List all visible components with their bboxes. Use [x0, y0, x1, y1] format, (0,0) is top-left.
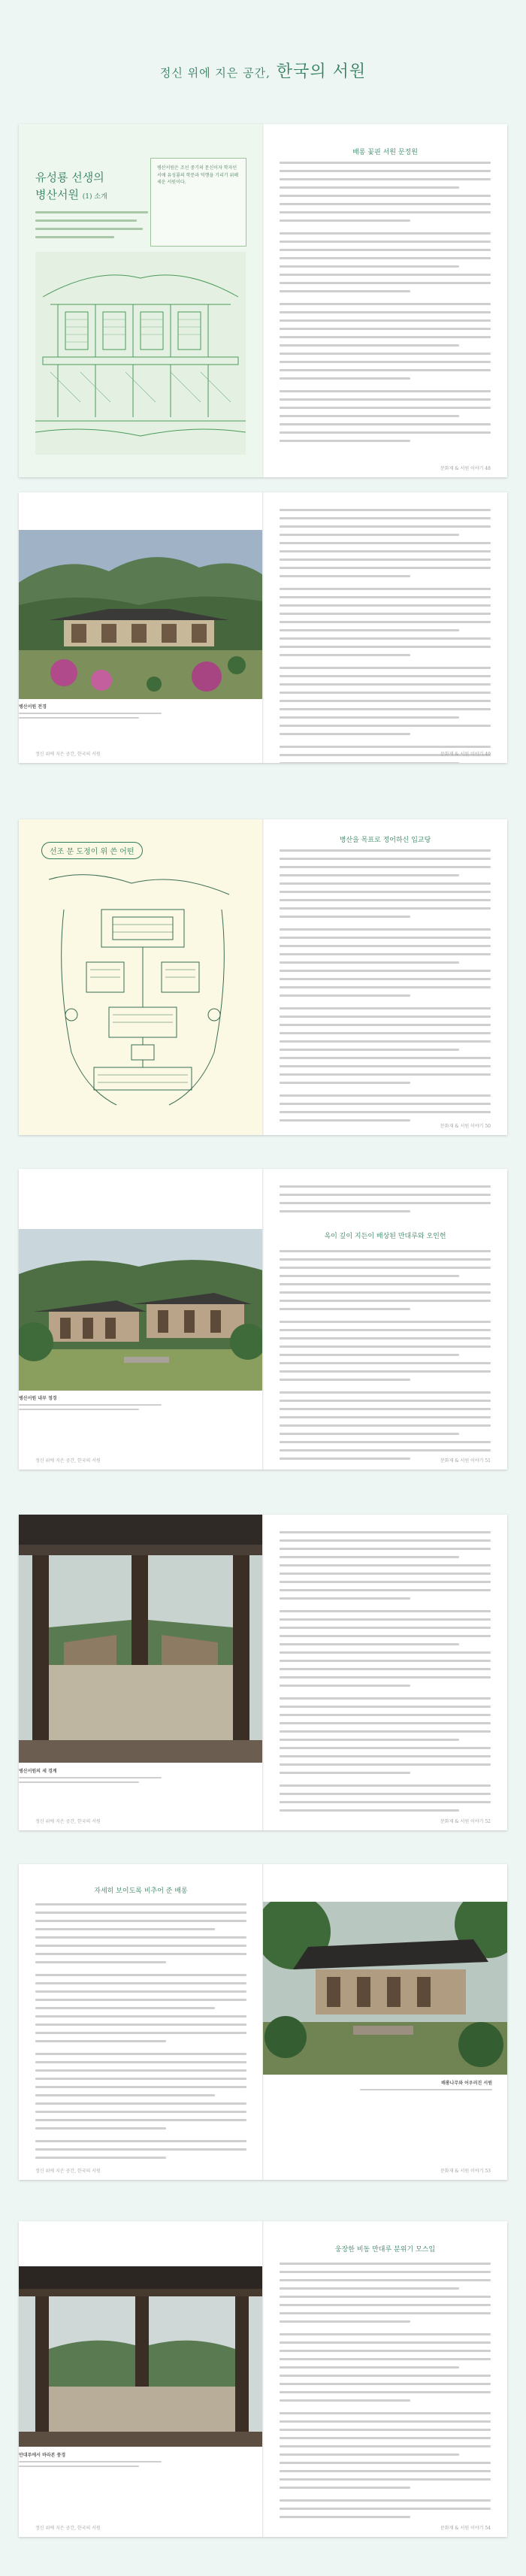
page-footer-left: 정신 위에 지은 공간, 한국의 서원: [35, 1819, 101, 1824]
chapter-heading: 병산을 목표로 정어하신 입교당: [339, 837, 431, 844]
seowon-landscape-photo: [19, 530, 263, 699]
section-title-sub: (1) 소개: [82, 193, 107, 201]
page-footer: 문화재 & 서원 이야기 53: [440, 2169, 491, 2174]
roof-crape-myrtle-photo: [263, 1902, 507, 2075]
book-spread-3: [19, 819, 507, 1135]
chapter-heading: 웅장한 비동 만대루 분위기 모스입: [334, 2246, 436, 2254]
book-spread-5: [19, 1515, 507, 1830]
book-spread-6: [19, 1864, 507, 2180]
right-page: [263, 1515, 507, 1830]
right-page: [263, 492, 507, 763]
pavilion-illustration: [35, 252, 246, 455]
hero-title: [0, 59, 526, 82]
photo-caption: 병산서원의 세 경계: [19, 1769, 169, 1789]
page-footer: 문화재 & 서원 이야기 51: [440, 1458, 491, 1464]
intro-text: 병산서원은 조선 중기의 문신이자 학자인 서애 유성룡의 학문과 덕행을 기리기 위해 세운 서원이다.: [157, 165, 239, 186]
right-page: [263, 819, 507, 1135]
page-footer-left: 정신 위에 지은 공간, 한국의 서원: [35, 1458, 101, 1464]
book-spread-4: [19, 1169, 507, 1470]
section-title: 유성룡 선생의: [35, 171, 104, 184]
pavilion-columns-photo: [19, 1515, 263, 1763]
intro-box: [150, 158, 246, 247]
book-spread-1: [19, 124, 507, 477]
book-spread-7: [19, 2221, 507, 2537]
left-page: [19, 1515, 263, 1830]
page-footer-left: 정신 위에 지은 공간, 한국의 서원: [35, 752, 101, 757]
photo-caption: 병산서원 내부 정경: [19, 1396, 169, 1416]
page-footer-left: 정신 위에 지은 공간, 한국의 서원: [35, 2526, 101, 2531]
photo-caption: 배롱나무와 어우러진 서원: [353, 2081, 492, 2093]
left-page: [19, 1169, 263, 1470]
right-page: [263, 1169, 507, 1470]
left-page: [19, 492, 263, 763]
photo-caption: 만대루에서 바라본 풍경: [19, 2453, 169, 2473]
sketch-label: 선조 문 도정이 위 쓴 어떤: [41, 842, 143, 859]
hero-title-main: 정신 위에 지은 공간,: [159, 66, 271, 80]
page-footer: 문화재 & 서원 이야기 48: [440, 466, 491, 471]
page-footer: 문화재 & 서원 이야기 50: [440, 1124, 491, 1129]
floor-plan-sketch: [41, 864, 244, 1112]
page-footer-left: 정신 위에 지은 공간, 한국의 서원: [35, 2169, 101, 2174]
chapter-heading: 배롱 꽃핀 서원 문정원: [352, 149, 418, 156]
hero-banner: [0, 0, 526, 113]
hero-title-accent: 한국의 서원: [276, 62, 367, 81]
photo-caption: 병산서원 전경: [19, 704, 169, 725]
chapter-heading: 자세히 보이도록 비추어 준 배롱: [94, 1887, 188, 1895]
left-page: [19, 2221, 263, 2537]
left-page: [19, 1864, 263, 2180]
framed-view-photo: [19, 2266, 263, 2447]
left-page: [19, 819, 263, 1135]
chapter-heading: 옥이 깊이 지든이 배상된 만대루와 오인헌: [324, 1233, 446, 1240]
courtyard-photo: [19, 1229, 263, 1391]
right-page: [263, 1864, 507, 2180]
page-footer: 문화재 & 서원 이야기 54: [440, 2526, 491, 2531]
left-page: [19, 124, 263, 477]
section-title-2: 병산서원: [35, 188, 79, 201]
right-page: [263, 2221, 507, 2537]
page-footer: 문화재 & 서원 이야기 52: [440, 1819, 491, 1824]
right-page: [263, 124, 507, 477]
page-footer: 문화재 & 서원 이야기 49: [440, 752, 491, 757]
book-spread-2: [19, 492, 507, 763]
